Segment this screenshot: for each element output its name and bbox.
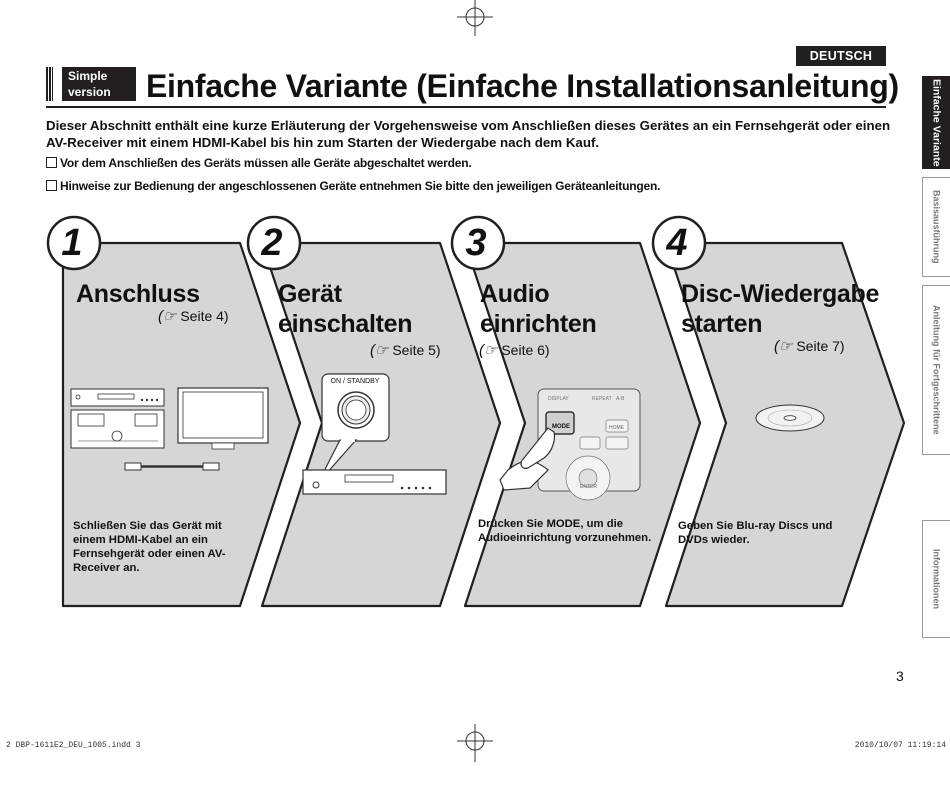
- step-title-line2: einrichten: [480, 310, 597, 338]
- side-tab-label: Basisausführung: [931, 190, 942, 264]
- side-tab-fortgeschrittene[interactable]: [922, 285, 950, 455]
- footer-file-info: 2 DBP-1611E2_DEU_1005.indd 3: [6, 741, 141, 750]
- step-description: Drücken Sie MODE, um die Audioeinrichtung vorzunehmen.: [478, 518, 652, 544]
- on-standby-label: ON / STANDBY: [330, 378, 380, 385]
- page-reference-text: Seite 4): [180, 308, 229, 324]
- pointing-hand-icon: (☞: [774, 338, 793, 355]
- step-description: Geben Sie Blu-ray Discs und DVDs wieder.: [678, 520, 833, 546]
- badge-line-1: Simple: [68, 69, 108, 83]
- step-title: Anschluss: [76, 280, 200, 308]
- svg-text:DISPLAY: DISPLAY: [548, 396, 569, 402]
- side-tab-basisausfuehrung[interactable]: [922, 177, 950, 277]
- page-reference: [479, 341, 550, 359]
- page-title: Einfache Variante (Einfache Installationsanleitung): [146, 68, 899, 104]
- player-front-icon: [303, 470, 446, 494]
- side-tab-label: Einfache Variante: [930, 78, 943, 167]
- disc-icon: [756, 405, 824, 431]
- svg-text:A-B: A-B: [616, 396, 625, 402]
- badge-line-2: version: [68, 85, 111, 99]
- intro-paragraph: Dieser Abschnitt enthält eine kurze Erläuterung der Vorgehensweise vom Anschließen dieses Gerätes an ein Fernsehgerät oder einen AV-Receiver mit einem HDMI-Kabel bis hin zum Starten der Wiedergabe nach dem Kauf.: [46, 118, 891, 150]
- svg-text:REPEAT: REPEAT: [592, 396, 612, 402]
- note-text: Vor dem Anschließen des Geräts müssen alle Geräte abgeschaltet werden.: [60, 156, 472, 170]
- player-device-icon: [71, 389, 164, 406]
- page-reference-text: Seite 6): [501, 342, 550, 358]
- step-number: 2: [261, 222, 283, 264]
- step-description: Schließen Sie das Gerät mit einem HDMI-Kabel an ein Fernsehgerät oder einen AV-Receiver an.: [73, 520, 226, 574]
- page-number: 3: [896, 668, 904, 684]
- step-title-line1: Gerät: [278, 280, 342, 308]
- pointing-hand-icon: (☞: [158, 308, 177, 325]
- pointing-hand-icon: (☞: [479, 342, 498, 359]
- step-title-line2: starten: [681, 310, 763, 338]
- step-number: 1: [61, 222, 83, 264]
- step-title-line1: Disc-Wiedergabe: [681, 280, 880, 308]
- step-title-line1: Audio: [480, 280, 550, 308]
- tv-icon: [178, 388, 268, 449]
- language-badge: DEUTSCH: [796, 46, 886, 66]
- remote-enter-label: ENTER: [580, 484, 597, 490]
- pointing-hand-icon: (☞: [370, 342, 389, 359]
- page-reference: [158, 307, 229, 325]
- note-text: Hinweise zur Bedienung der angeschlossenen Geräte entnehmen Sie bitte den jeweiligen Geräteanleitungen.: [60, 179, 661, 193]
- av-receiver-icon: [71, 410, 164, 448]
- page-reference-text: Seite 7): [796, 338, 845, 354]
- footer-timestamp: 2010/10/07 11:19:14: [854, 741, 946, 750]
- page-reference: [774, 337, 845, 355]
- step-number: 3: [465, 222, 487, 264]
- page-reference-text: Seite 5): [392, 342, 441, 358]
- step-title-line2: einschalten: [278, 310, 413, 338]
- side-tab-informationen[interactable]: [922, 520, 950, 638]
- side-tab-label: Anleitung für Fortgeschrittene: [931, 305, 942, 435]
- step-number: 4: [666, 222, 688, 264]
- remote-home-label: HOME: [609, 425, 624, 431]
- page-reference: [370, 341, 441, 359]
- side-tab-einfache-variante[interactable]: [922, 76, 950, 169]
- remote-mode-label: MODE: [552, 424, 570, 430]
- side-tab-label: Informationen: [931, 549, 942, 609]
